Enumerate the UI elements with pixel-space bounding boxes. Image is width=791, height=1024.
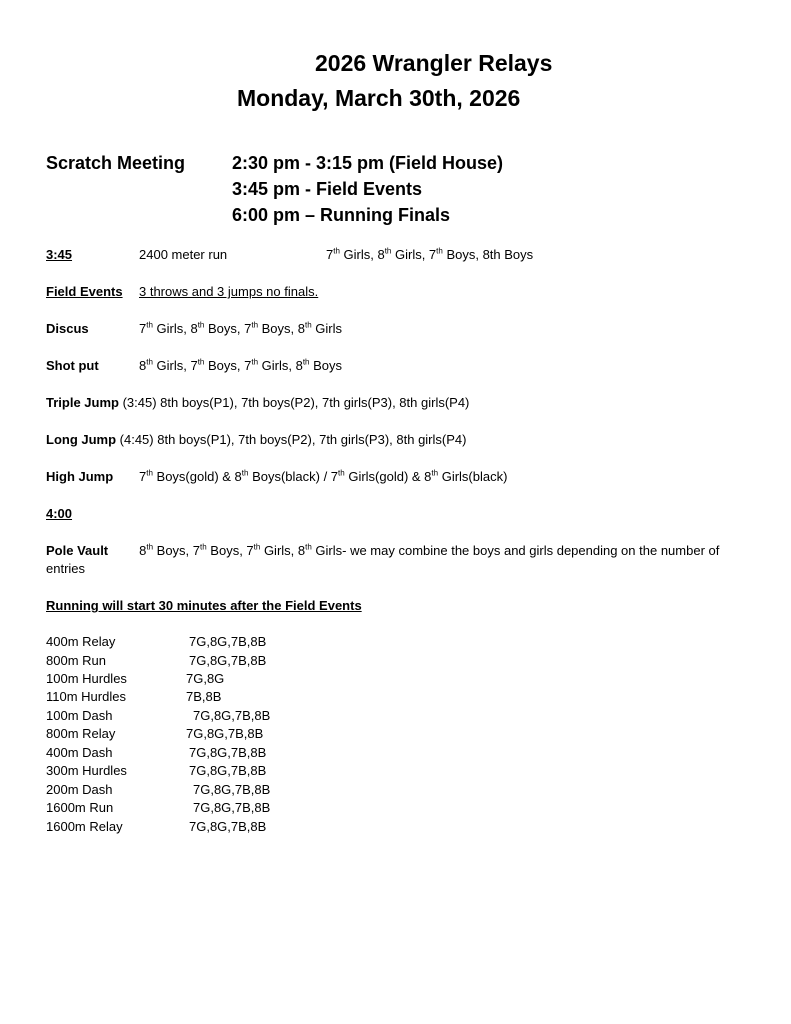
pole-vault-label: Pole Vault [46, 543, 109, 558]
running-event-3: 100m Hurdles [46, 671, 127, 686]
shot-put-label: Shot put [46, 358, 99, 373]
running-event-10: 1600m Run [46, 800, 114, 815]
shot-put-groups: 8th Girls, 7th Boys, 7th Girls, 8th Boys [139, 357, 342, 373]
running-event-4: 110m Hurdles [46, 689, 126, 704]
long-jump-details: (4:45) 8th boys(P1), 7th boys(P2), 7th girls(P3), 8th girls(P4) [116, 432, 467, 447]
time-label-345: 3:45 [46, 247, 73, 262]
triple-jump-row [46, 395, 469, 410]
triple-jump-details: (3:45) 8th boys(P1), 7th boys(P2), 7th girls(P3), 8th girls(P4) [118, 395, 470, 410]
running-start-note: Running will start 30 minutes after the Field Events [46, 598, 362, 613]
running-groups-7: 7G,8G,7B,8B [189, 745, 267, 760]
running-groups-1: 7G,8G,7B,8B [189, 634, 267, 649]
pole-vault-row: Pole Vault 8th Boys, 7th Boys, 7th Girls, 8th Girls- we may combine the boys and girls depending on the number of entries [46, 542, 720, 576]
running-groups-10: 7G,8G,7B,8B [193, 800, 271, 815]
scratch-meeting-label: Scratch Meeting [46, 153, 186, 173]
triple-jump-label: Triple Jump [46, 395, 119, 410]
discus-label: Discus [46, 321, 89, 336]
running-event-1: 400m Relay [46, 634, 116, 649]
scratch-line-2: 3:45 pm - Field Events [232, 179, 423, 199]
running-event-11: 1600m Relay [46, 819, 123, 834]
running-event-6: 800m Relay [46, 726, 116, 741]
event-2400-label: 2400 meter run [139, 247, 228, 262]
running-event-2: 800m Run [46, 653, 106, 668]
running-event-5: 100m Dash [46, 708, 113, 723]
running-groups-8: 7G,8G,7B,8B [189, 763, 267, 778]
running-groups-6: 7G,8G,7B,8B [186, 726, 264, 741]
running-event-9: 200m Dash [46, 782, 113, 797]
running-groups-9: 7G,8G,7B,8B [193, 782, 271, 797]
high-jump-label: High Jump [46, 469, 114, 484]
meet-title: 2026 Wrangler Relays [315, 50, 553, 76]
running-groups-2: 7G,8G,7B,8B [189, 653, 267, 668]
running-event-7: 400m Dash [46, 745, 113, 760]
time-label-400: 4:00 [46, 506, 73, 521]
scratch-line-3: 6:00 pm – Running Finals [232, 205, 451, 225]
running-event-8: 300m Hurdles [46, 763, 127, 778]
event-2400-groups: 7th Girls, 8th Girls, 7th Boys, 8th Boys [326, 246, 534, 262]
high-jump-groups: 7th Boys(gold) & 8th Boys(black) / 7th Girls(gold) & 8th Girls(black) [139, 468, 508, 484]
scratch-line-1: 2:30 pm - 3:15 pm (Field House) [232, 153, 504, 173]
running-groups-4: 7B,8B [186, 689, 222, 704]
long-jump-label: Long Jump [46, 432, 117, 447]
field-events-note: 3 throws and 3 jumps no finals. [139, 284, 319, 299]
running-groups-11: 7G,8G,7B,8B [189, 819, 267, 834]
running-groups-3: 7G,8G [186, 671, 225, 686]
discus-groups: 7th Girls, 8th Boys, 7th Boys, 8th Girls [139, 320, 342, 336]
meet-date: Monday, March 30th, 2026 [237, 85, 521, 111]
long-jump-row [46, 432, 466, 447]
running-groups-5: 7G,8G,7B,8B [193, 708, 271, 723]
field-events-label: Field Events [46, 284, 123, 299]
